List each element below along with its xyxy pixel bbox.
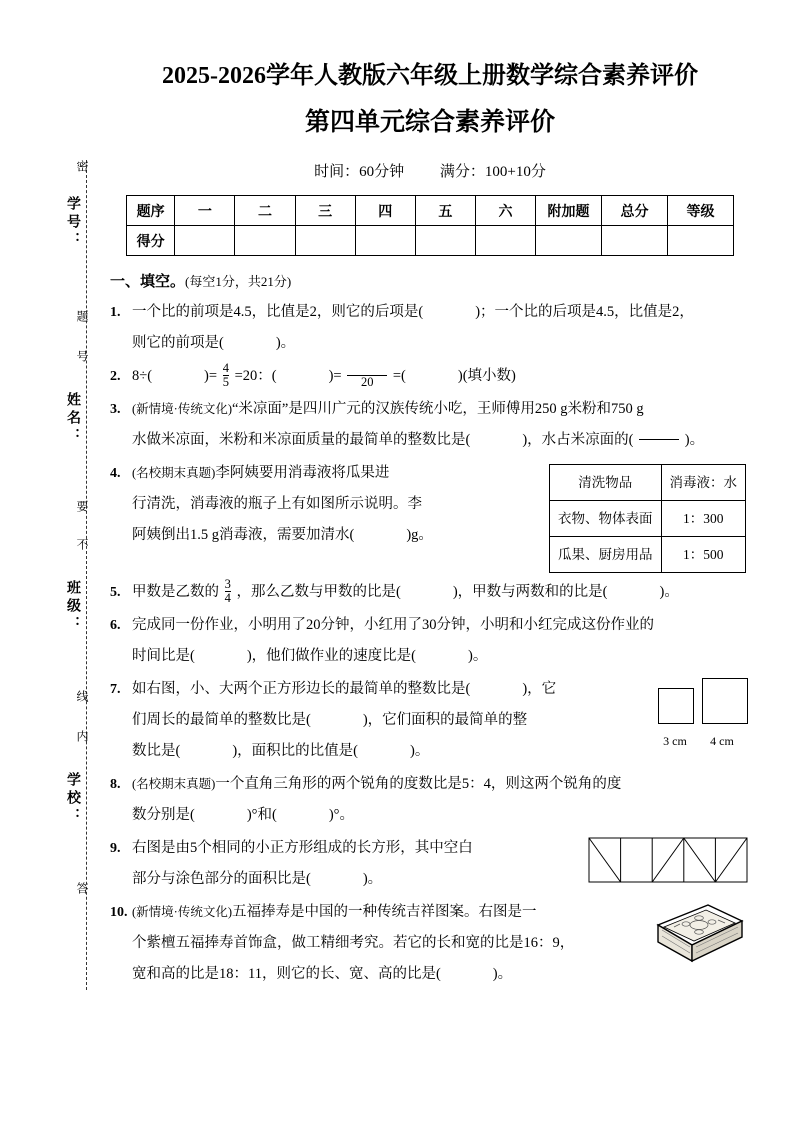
- disinfectant-header-ratio: 消毒液：水: [661, 465, 746, 501]
- q6-line-2c: )。: [468, 648, 488, 664]
- q5-text-pre: 甲数是乙数的: [132, 584, 219, 600]
- q2-text-c: =20：(: [234, 368, 277, 384]
- question-number: 10.: [110, 905, 128, 920]
- q2-text-f: )(填小数): [457, 368, 516, 384]
- q10-line-2: 个紫檀五福捧寿首饰盒，做工精细考究。若它的长和宽的比是16：9，: [132, 935, 575, 951]
- score-col-6: 六: [475, 196, 535, 226]
- large-square-shape: [702, 678, 748, 724]
- table-row-score: [127, 226, 734, 256]
- small-square-label: 3 cm: [663, 734, 687, 748]
- question-number: 5.: [110, 585, 121, 600]
- q4-tag: (名校期末真题): [132, 466, 216, 480]
- margin-tick-6: 内: [75, 730, 89, 742]
- question-9: [110, 833, 750, 895]
- margin-label-name: 姓名：: [65, 392, 80, 446]
- score-cell-5[interactable]: [415, 226, 475, 256]
- q2-fraction-1: [223, 362, 229, 390]
- q2-text-d: )=: [328, 368, 342, 384]
- table-row-header: [127, 196, 734, 226]
- table-row: [550, 537, 746, 573]
- question-number: 4.: [110, 466, 121, 481]
- question-7: [110, 674, 750, 767]
- question-number: 3.: [110, 402, 121, 417]
- question-number: 8.: [110, 777, 121, 792]
- q8-line-2: 数分别是(: [132, 807, 195, 823]
- q7-line-3b: )，面积比的比值是(: [232, 743, 359, 759]
- q3-line-2b: )，水占米凉面的(: [522, 432, 634, 448]
- disinfectant-row-1-item: 瓜果、厨房用品: [550, 537, 662, 573]
- exam-meta: [110, 160, 750, 181]
- two-squares-figure: [658, 678, 748, 757]
- question-3: [110, 394, 750, 456]
- q7-line-2b: )，它们面积的最简单的整: [362, 712, 528, 728]
- page-subtitle: 第四单元综合素养评价: [304, 109, 555, 136]
- q2-frac1-denominator: 5: [222, 375, 229, 390]
- score-cell-2[interactable]: [235, 226, 295, 256]
- q10-line-3: 宽和高的比是18：11，则它的长、宽、高的比是(: [132, 966, 441, 982]
- q3-fraction-blank[interactable]: [639, 426, 679, 454]
- margin-label-student-id: 学号：: [65, 196, 80, 250]
- score-col-grade: 等级: [667, 196, 733, 226]
- question-1: [110, 297, 750, 359]
- time-limit: 时间：60分钟: [314, 164, 405, 180]
- score-col-1: 一: [175, 196, 235, 226]
- score-col-total: 总分: [601, 196, 667, 226]
- score-cell-6[interactable]: [475, 226, 535, 256]
- small-square-shape: [658, 688, 694, 724]
- q8-tag: (名校期末真题): [132, 777, 216, 791]
- q7-line-3c: )。: [410, 743, 430, 759]
- q7-line-3: 数比是(: [132, 743, 181, 759]
- q5-text-mid2: )，甲数与两数和的比是(: [452, 584, 608, 600]
- score-cell-grade[interactable]: [667, 226, 733, 256]
- q4-line-3b: )g。: [406, 527, 433, 543]
- disinfectant-header-item: 清洗物品: [550, 465, 662, 501]
- margin-notes: [52, 160, 100, 990]
- q5-fraction: [225, 578, 231, 606]
- squares-labels: [658, 726, 748, 757]
- q4-line-3: 阿姨倒出1.5 g消毒液，需要加清水(: [132, 527, 355, 543]
- margin-label-class: 班级：: [65, 580, 80, 634]
- section-note: (每空1分，共21分): [185, 274, 292, 289]
- jewelry-box-svg: [650, 897, 746, 971]
- large-square-label: 4 cm: [710, 734, 734, 748]
- score-table-rowlabel-1: 得分: [127, 226, 175, 256]
- score-cell-3[interactable]: [295, 226, 355, 256]
- total-score: 满分：100+10分: [439, 164, 546, 180]
- q3-line-2: 水做米凉面，米粉和米凉面质量的最简单的整数比是(: [132, 432, 471, 448]
- disinfectant-row-0-ratio: 1：300: [661, 501, 746, 537]
- margin-tick-5: 线: [75, 690, 89, 702]
- q9-line-1: 右图是由5个相同的小正方形组成的长方形，其中空白: [132, 840, 473, 856]
- question-10: [110, 897, 750, 990]
- score-col-3: 三: [295, 196, 355, 226]
- q2-text-e: =(: [392, 368, 406, 384]
- q1-text-c: 则它的前项是(: [132, 335, 224, 351]
- page-title: 2025-2026学年人教版六年级上册数学综合素养评价: [162, 63, 698, 89]
- question-number: 6.: [110, 618, 121, 633]
- question-2: [110, 361, 750, 392]
- margin-tick-3: 要: [75, 500, 89, 512]
- question-5: [110, 577, 750, 608]
- q7-line-2: 们周长的最简单的整数比是(: [132, 712, 311, 728]
- q6-line-2: 时间比是(: [132, 648, 195, 664]
- question-4: [110, 458, 750, 575]
- q9-line-2b: )。: [362, 871, 383, 887]
- squares-row: [658, 678, 748, 724]
- q2-fraction-2: [347, 362, 387, 390]
- q2-frac1-numerator: 4: [222, 360, 229, 375]
- q5-text-end: )。: [659, 584, 679, 600]
- q2-frac2-numerator-blank[interactable]: [347, 362, 387, 376]
- q1-text-b: )；一个比的后项是4.5，比值是2，: [475, 304, 694, 320]
- q9-line-2: 部分与涂色部分的面积比是(: [132, 871, 311, 887]
- section-title: 一、填空。: [110, 274, 186, 290]
- section-heading: [110, 270, 750, 291]
- q2-frac2-denominator: 20: [347, 375, 387, 390]
- question-number: 7.: [110, 682, 121, 697]
- score-col-2: 二: [235, 196, 295, 226]
- jewelry-box-figure: [650, 897, 746, 983]
- q7-line-1: 如右图，小、大两个正方形边长的最简单的整数比是(: [132, 681, 471, 697]
- q4-line-1: 李阿姨要用消毒液将瓜果进: [215, 465, 390, 481]
- q3-line-2c: )。: [684, 432, 705, 448]
- q5-frac-numerator: 3: [224, 576, 231, 591]
- question-6: [110, 610, 750, 672]
- score-cell-4[interactable]: [355, 226, 415, 256]
- disinfectant-row-1-ratio: 1：500: [661, 537, 746, 573]
- question-8: [110, 769, 750, 831]
- q7-line-1b: )，它: [522, 681, 557, 697]
- q8-line-2c: )°。: [328, 807, 354, 823]
- score-cell-total[interactable]: [601, 226, 667, 256]
- q1-text-a: 一个比的前项是4.5，比值是2，则它的后项是(: [132, 304, 424, 320]
- score-col-5: 五: [415, 196, 475, 226]
- q2-text-b: )=: [204, 368, 218, 384]
- q4-line-2: 行清洗，消毒液的瓶子上有如图所示说明。李: [132, 496, 422, 512]
- exam-paper: [110, 55, 750, 992]
- margin-tick-2: 号: [75, 350, 89, 362]
- q5-text-mid: ，那么乙数与甲数的比是(: [236, 584, 401, 600]
- score-table-rowlabel-0: 题序: [127, 196, 175, 226]
- disinfectant-row-0-item: 衣物、物体表面: [550, 501, 662, 537]
- question-number: 9.: [110, 841, 121, 856]
- q10-tag: (新情境·传统文化): [132, 905, 232, 919]
- margin-tick-4: 不: [75, 538, 89, 550]
- q3-tag: (新情境·传统文化): [132, 402, 232, 416]
- table-row: [550, 501, 746, 537]
- q10-line-3b: )。: [492, 966, 513, 982]
- q8-line-1: 一个直角三角形的两个锐角的度数比是5：4，则这两个锐角的度: [215, 776, 622, 792]
- score-col-bonus: 附加题: [536, 196, 602, 226]
- margin-field-school: [52, 772, 82, 826]
- q3-frac-numerator-blank[interactable]: [639, 426, 679, 440]
- question-list: [110, 297, 750, 990]
- five-squares-svg: [588, 837, 748, 883]
- q1-text-d: )。: [275, 335, 296, 351]
- q3-line-1: “米凉面”是四川广元的汉族传统小吃，王师傅用250 g米粉和750 g: [232, 401, 644, 417]
- question-number: 2.: [110, 369, 121, 384]
- question-number: 1.: [110, 305, 121, 320]
- margin-field-class: [52, 580, 82, 634]
- margin-label-school: 学校：: [65, 772, 80, 826]
- disinfectant-table: [549, 464, 746, 573]
- q10-line-1: 五福捧寿是中国的一种传统吉祥图案。右图是一: [232, 904, 537, 920]
- q5-frac-denominator: 4: [224, 591, 231, 606]
- score-cell-1[interactable]: [175, 226, 235, 256]
- q3-frac-denominator-blank[interactable]: [639, 439, 679, 454]
- score-col-4: 四: [355, 196, 415, 226]
- margin-field-student-id: [52, 196, 82, 250]
- q8-line-2b: )°和(: [246, 807, 277, 823]
- margin-tick-0: 密: [75, 160, 89, 172]
- margin-tick-7: 答: [75, 882, 89, 894]
- score-cell-bonus[interactable]: [536, 226, 602, 256]
- fold-dashed-line: [86, 160, 87, 990]
- margin-tick-1: 题: [75, 310, 89, 322]
- score-table: [126, 195, 734, 256]
- q6-line-1: 完成同一份作业，小明用了20分钟，小红用了30分钟，小明和小红完成这份作业的: [132, 617, 654, 633]
- q2-text-a: 8÷(: [132, 368, 153, 384]
- five-squares-rectangle-figure: [588, 837, 748, 895]
- margin-field-name: [52, 392, 82, 446]
- q6-line-2b: )，他们做作业的速度比是(: [246, 648, 416, 664]
- table-row-header: [550, 465, 746, 501]
